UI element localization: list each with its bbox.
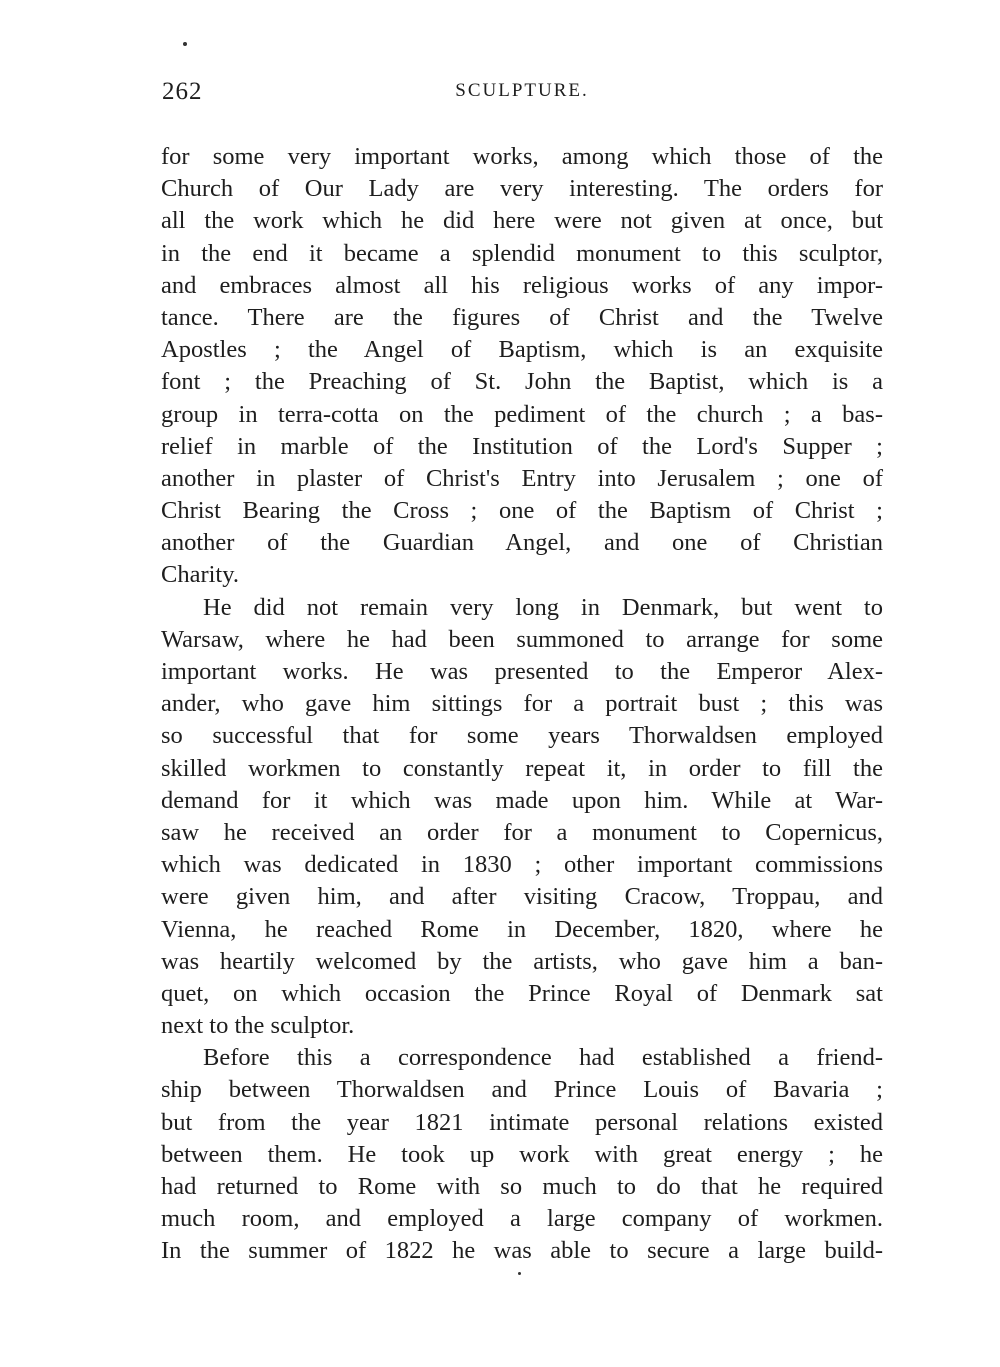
paragraph-end-line: Charity. <box>161 561 240 589</box>
text-line: tance. There are the figures of Christ and the Twelve <box>161 303 883 331</box>
text-line: all the work which he did here were not given at once, but <box>161 207 883 235</box>
text-line: group in terra-cotta on the pediment of the church ; a bas- <box>161 400 883 428</box>
text-line: another of the Guardian Angel, and one of Christian <box>161 529 883 557</box>
text-line: and embraces almost all his religious works of any impor- <box>161 271 883 299</box>
text-line: quet, on which occasion the Prince Royal of Denmark sat <box>161 979 883 1007</box>
text-line: Apostles ; the Angel of Baptism, which is an exquisite <box>161 336 883 364</box>
text-line: important works. He was presented to the Emperor Alex- <box>161 658 883 685</box>
text-line: In the summer of 1822 he was able to secure a large build- <box>161 1237 883 1265</box>
text-line: Warsaw, where he had been summoned to arrange for some <box>161 625 883 653</box>
paragraph-first-line: He did not remain very long in Denmark, but went to <box>203 593 883 621</box>
text-line: ship between Thorwaldsen and Prince Louis of Bavaria ; <box>161 1076 883 1104</box>
text-line: demand for it which was made upon him. While at War- <box>161 786 883 814</box>
text-line: Vienna, he reached Rome in December, 1820, where he <box>161 915 883 943</box>
text-line: skilled workmen to constantly repeat it, in order to fill the <box>161 754 883 782</box>
text-line: much room, and employed a large company of workmen. <box>161 1205 883 1233</box>
text-line: were given him, and after visiting Cracow, Troppau, and <box>161 883 883 911</box>
text-line: so successful that for some years Thorwaldsen employed <box>161 722 883 750</box>
text-line: relief in marble of the Institution of the Lord's Supper ; <box>161 432 883 460</box>
paragraph-end-line: next to the sculptor. <box>161 1012 355 1040</box>
text-line: Church of Our Lady are very interesting. The orders for <box>161 175 883 203</box>
body-text <box>161 141 883 1268</box>
page-number: 262 <box>162 78 203 105</box>
text-line: another in plaster of Christ's Entry into Jerusalem ; one of <box>161 464 883 492</box>
text-line: had returned to Rome with so much to do that he required <box>161 1173 883 1200</box>
text-line: between them. He took up work with great energy ; he <box>161 1140 883 1168</box>
text-line: ander, who gave him sittings for a portrait bust ; this was <box>161 690 883 718</box>
text-line: for some very important works, among which those of the <box>161 143 883 170</box>
page-header <box>162 78 882 112</box>
text-line: but from the year 1821 intimate personal relations existed <box>161 1108 883 1136</box>
text-line: which was dedicated in 1830 ; other important commissions <box>161 851 883 879</box>
text-line: was heartily welcomed by the artists, who gave him a ban- <box>161 947 883 975</box>
text-line: saw he received an order for a monument to Copernicus, <box>161 818 883 846</box>
text-line: Christ Bearing the Cross ; one of the Baptism of Christ ; <box>161 497 883 525</box>
running-head: SCULPTURE. <box>455 80 589 101</box>
print-speck <box>518 1272 521 1275</box>
print-speck <box>183 42 187 46</box>
text-line: font ; the Preaching of St. John the Baptist, which is a <box>161 368 883 396</box>
paragraph-first-line: Before this a correspondence had established a friend- <box>203 1044 883 1072</box>
text-line: in the end it became a splendid monument to this sculptor, <box>161 239 883 267</box>
